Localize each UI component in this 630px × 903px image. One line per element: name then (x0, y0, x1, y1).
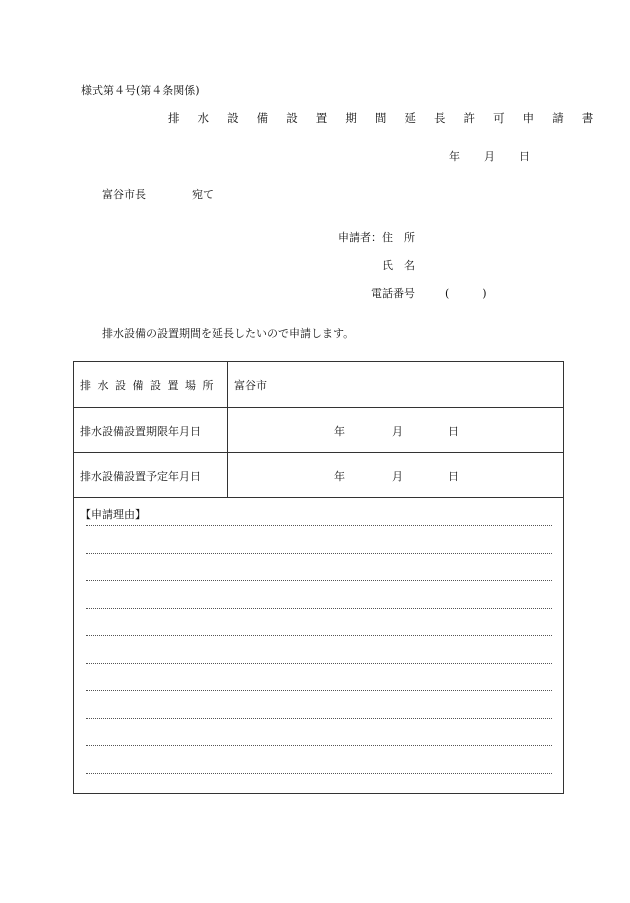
addressee-name: 富谷市長 (102, 188, 146, 201)
date-year-label: 年 (449, 150, 460, 163)
applicant-phone-paren: ( ) (445, 287, 487, 300)
application-table (73, 361, 564, 794)
location-value: 富谷市 (234, 379, 267, 392)
date-month-label: 月 (484, 150, 495, 163)
reason-line (86, 635, 552, 636)
reason-line (86, 580, 552, 581)
addressee (102, 186, 214, 202)
reason-line (86, 745, 552, 746)
table-row-planned (74, 453, 563, 498)
table-row-location (74, 362, 563, 408)
reason-line (86, 608, 552, 609)
date-line (449, 148, 530, 164)
deadline-month-field[interactable]: 月 (392, 425, 403, 438)
deadline-year-field[interactable]: 年 (334, 425, 345, 438)
deadline-label: 排水設備設置期限年月日 (80, 425, 201, 438)
deadline-day-field[interactable]: 日 (448, 425, 459, 438)
planned-month-field[interactable]: 月 (392, 470, 403, 483)
table-row-deadline (74, 408, 563, 453)
planned-year-field[interactable]: 年 (334, 470, 345, 483)
planned-label: 排水設備設置予定年月日 (80, 470, 201, 483)
planned-day-field[interactable]: 日 (448, 470, 459, 483)
reason-line (86, 690, 552, 691)
addressee-suffix: 宛て (192, 188, 214, 201)
form-number: 様式第４号(第４条関係) (81, 84, 200, 97)
reason-line (86, 718, 552, 719)
applicant-phone-label: 電話番号 (371, 287, 415, 300)
document-title: 排 水 設 備 設 置 期 間 延 長 許 可 申 請 書 (168, 111, 601, 125)
applicant-address-label: 住 所 (382, 231, 415, 244)
body-text: 排水設備の設置期間を延長したいので申請します。 (102, 327, 355, 340)
applicant-name-label: 氏 名 (382, 259, 415, 272)
reason-label: 【申請理由】 (80, 508, 146, 521)
reason-line (86, 553, 552, 554)
date-day-label: 日 (519, 150, 530, 163)
reason-line (86, 773, 552, 774)
reason-line (86, 525, 552, 526)
reason-line (86, 663, 552, 664)
location-label: 排 水 設 備 設 置 場 所 (80, 379, 215, 392)
applicant-label: 申請者： (338, 231, 382, 244)
